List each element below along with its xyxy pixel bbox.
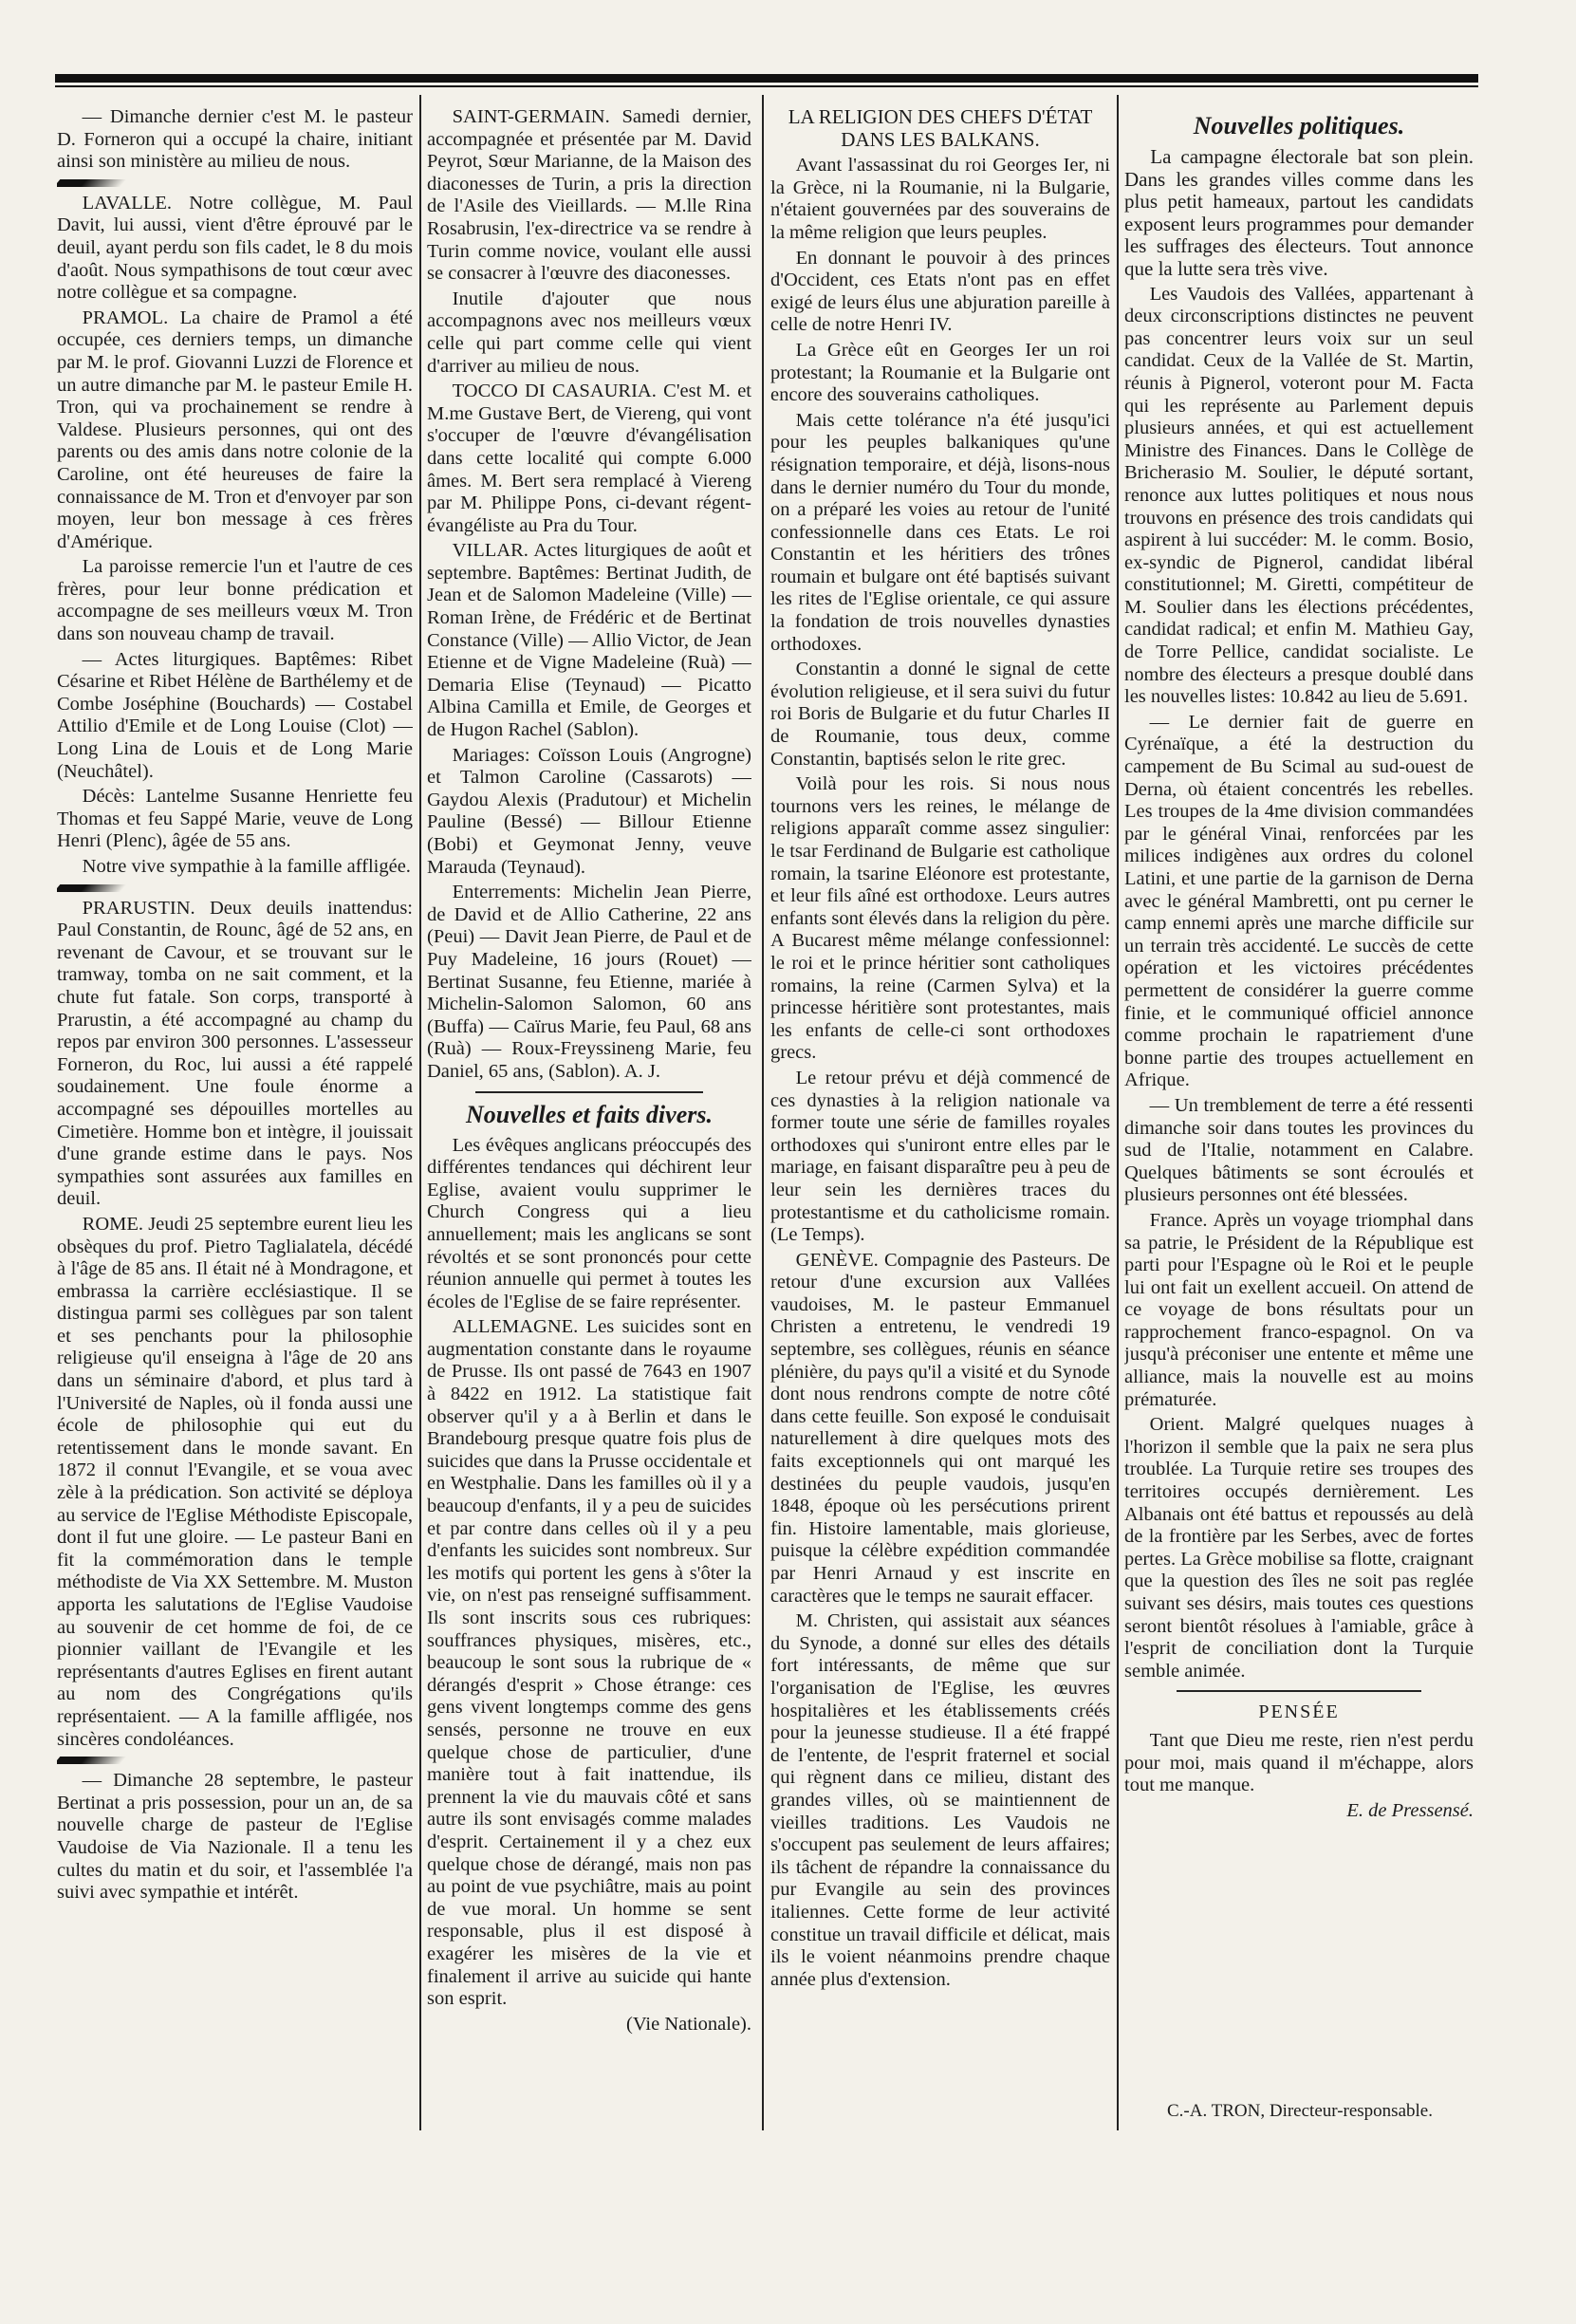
paragraph: PRAMOL. La chaire de Pramol a été occupée, ces derniers temps, un dimanche par M. le prof. Giovanni Luzzi de Florence et un autre dimanche par M. le pasteur Emile H. Tron, qui va prochainement se rendre à Valdese. Plusieurs personnes, qui ont des parents ou des amis dans notre colonie de la Caroline, ont été heureuses de faire la connaissance de M. Tron et d'envoyer par son moyen, leur bon message à ces frères d'Amérique.: [57, 307, 413, 552]
paragraph: Mais cette tolérance n'a été jusqu'ici pour les peuples balkaniques qu'une résignation temporaire, et déjà, lisons-nous dans le dernier numéro du Tour du monde, on a préparé les voies au retour de l'unité confessionnelle dans ces Etats. Le roi Constantin et les héritiers des trônes roumain et bulgare ont été baptisés suivant les rites de l'Eglise orientale, ce qui assure la fondation de trois nouvelles dynasties orthodoxes.: [770, 409, 1110, 655]
separator-swash: [57, 179, 126, 187]
column-1: [57, 106, 413, 2118]
paragraph: Décès: Lantelme Susanne Henriette feu Thomas et feu Sappé Marie, veuve de Long Henri (Plenc), âgée de 55 ans.: [57, 786, 413, 852]
signature: C.-A. TRON, Directeur-responsable.: [1167, 2101, 1433, 2121]
paragraph: TOCCO DI CASAURIA. C'est M. et M.me Gustave Bert, de Viereng, qui vont s'occuper de l'œuvre d'évangélisation dans cette localité qui compte 6.000 âmes. M. Bert sera remplacé à Viereng par M. Philippe Pons, ci-devant régent-évangéliste au Pra du Tour.: [427, 381, 751, 536]
column-3: [770, 106, 1110, 2118]
paragraph: M. Christen, qui assistait aux séances du Synode, a donné sur elles des détails fort intéressants, de même que sur l'organisation de l'Eglise, les œuvres hospitalières et les établissements créés pour la jeunesse studieuse. Il a été frappé de l'entente, de l'esprit fraternel et social qui règnent dans ce milieu, distant des grandes villes, où se maintiennent de vieilles traditions. Les Vaudois ne s'occupent pas seulement de leurs affaires; ils tâchent de répandre la connaissance du pur Evangile au sein des provinces italiennes. Cette forme de leur activité constitue un travail difficile et délicat, mais ils le voient néanmoins prendre chaque année plus d'extension.: [770, 1610, 1110, 1990]
pensee-author: E. de Pressensé.: [1346, 1799, 1474, 1821]
separator-swash: [57, 1757, 126, 1764]
paragraph: La paroisse remercie l'un et l'autre de ces frères, pour leur bonne prédication et accompagne de ses meilleurs vœux M. Tron dans son nouveau champ de travail.: [57, 556, 413, 645]
paragraph: La campagne électorale bat son plein. Dans les grandes villes comme dans les plus petit hameaux, partout les candidats exposent leurs programmes pour demander les suffrages des électeurs. Tout annonce que la lutte sera très vive.: [1124, 145, 1474, 280]
paragraph: VILLAR. Actes liturgiques de août et septembre. Baptêmes: Bertinat Judith, de Jean et de Salomon Madeleine (Ville) — Roman Irène, de Frédéric et de Bertinat Constance (Ville) — Allio Victor, de Jean Etienne et de Vigne Madeleine (Ruà) — Demaria Elise (Teynaud) — Picatto Albina Camilla et Emile, de Georges et de Hugon Rachel (Sablon).: [427, 540, 751, 741]
column-2: [427, 106, 751, 2118]
paragraph: La Grèce eût en Georges Ier un roi protestant; la Roumanie et la Bulgarie ont encore des souverains catholiques.: [770, 339, 1110, 406]
paragraph: Les évêques anglicans préoccupés des différentes tendances qui déchirent leur Eglise, avaient voulu supprimer le Church Congress qui a lieu annuellement; mais les anglicans se sont révoltés et se sont prononcés pour cette réunion annuelle qui permet à toutes les écoles de l'Eglise de se faire représenter.: [427, 1134, 751, 1312]
section-heading: Nouvelles et faits divers.: [466, 1100, 713, 1128]
source-credit: (Vie Nationale).: [626, 2013, 751, 2035]
paragraph: — Le dernier fait de guerre en Cyrénaïque, a été la destruction du campement de Bu Scimal au sud-ouest de Derna, où étaient concentrés les rebelles. Les troupes de la 4me division commandées par le général Vinai, renforcées par les milices indigènes aux ordres du colonel Latini, et une partie de la garnison de Derna avec le général Mambretti, ont pu cerner le camp ennemi après une marche difficile sur un terrain très accidenté. Le succès de cette opération et les victoires précédentes permettent de considérer la guerre comme finie, et le communiqué officiel annonce comme prochain le rapatriement d'une bonne partie des troupes actuellement en Afrique.: [1124, 711, 1474, 1091]
article-heading: LA RELIGION DES CHEFS D'ÉTAT DANS LES BALKANS.: [788, 106, 1093, 151]
paragraph: PRARUSTIN. Deux deuils inattendus: Paul Constantin, de Rounc, âgé de 52 ans, en revenant de Cavour, et se trouvant sur le tramway, tomba on ne sait comment, et la chute fut fatale. Son corps, transporté à Prarustin, a été accompagné au champ du repos par environ 300 personnes. L'assesseur Forneron, du Roc, lui aussi a été rappelé soudainement. Une foule énorme a accompagné ses dépouilles mortelles au Cimetière. Homme bon et intègre, il jouissait d'une grande estime dans le pays. Nos sympathies sont assurées aux familles en deuil.: [57, 897, 413, 1210]
section-divider: [475, 1091, 702, 1093]
paragraph: Constantin a donné le signal de cette évolution religieuse, et il sera suivi du futur roi Boris de Bulgarie et du futur Charles II de Roumanie, tous deux, comme Constantin, baptisés selon le rite grec.: [770, 659, 1110, 770]
top-rule: [55, 74, 1478, 83]
paragraph: France. Après un voyage triomphal dans sa patrie, le Président de la République est parti pour l'Espagne où le Roi et le peuple lui ont fait un exellent accueil. On attend de ce voyage de bons résultats pour un rapprochement franco-espagnol. On va jusqu'à préconiser une entente et même une alliance, mais la nouvelle est au moins prématurée.: [1124, 1209, 1474, 1410]
paragraph: LAVALLE. Notre collègue, M. Paul Davit, lui aussi, vient d'être éprouvé par le deuil, ayant perdu son fils cadet, le 8 du mois d'août. Nous sympathisons de tout cœur avec notre collègue et sa compagne.: [57, 192, 413, 304]
paragraph: Voilà pour les rois. Si nous nous tournons vers les reines, le mélange de religions apparaît comme assez singulier: le tsar Ferdinand de Bulgarie est catholique romain, la tsarine Eléonore est protestante, et leur fils aîné est orthodoxe. Leurs autres enfants sont élevés dans la religion du père. A Bucarest même mélange confessionnel: le roi et le prince héritier sont catholiques romains, la reine (Carmen Sylva) et la princesse héritière sont protestantes, mais les enfants de celle-ci sont orthodoxes grecs.: [770, 773, 1110, 1064]
top-rule-thin: [55, 85, 1478, 87]
pensee-title: PENSÉE: [1258, 1701, 1340, 1723]
paragraph: — Dimanche 28 septembre, le pasteur Bertinat a pris possession, pour un an, de sa nouvelle charge de pasteur de l'Eglise Vaudoise de Via Nazionale. Il a tenu les cultes du matin et du soir, et l'assemblée l'a suivi avec sympathie et intérêt.: [57, 1770, 413, 1904]
separator-swash: [57, 884, 126, 892]
section-heading: Nouvelles politiques.: [1193, 112, 1405, 139]
column-rule: [419, 95, 421, 2130]
paragraph: Avant l'assassinat du roi Georges Ier, ni la Grèce, ni la Roumanie, ni la Bulgarie, n'étaient gouvernées par des souverains de la même religion que leurs peuples.: [770, 155, 1110, 243]
section-divider: [1177, 1690, 1421, 1692]
paragraph: Le retour prévu et déjà commencé de ces dynasties à la religion nationale va former toute une série de familles royales orthodoxes qui s'uniront entre elles par le mariage, en faisant disparaître peu à peu de leur sein les dernières traces du protestantisme et du catholicisme romain. (Le Temps).: [770, 1067, 1110, 1246]
column-rule: [1117, 95, 1119, 2130]
paragraph: En donnant le pouvoir à des princes d'Occident, ces Etats n'ont pas en effet exigé de leurs élus une abjuration pareille à celle de notre Henri IV.: [770, 247, 1110, 336]
paragraph: Mariages: Coïsson Louis (Angrogne) et Talmon Caroline (Cassarots) — Gaydou Alexis (Pradutour) et Michelin Pauline (Bessé) — Billour Etienne (Bobi) et Geymonat Jenny, veuve Marauda (Teynaud).: [427, 744, 751, 878]
paragraph: GENÈVE. Compagnie des Pasteurs. De retour d'une excursion aux Vallées vaudoises, M. le pasteur Emmanuel Christen a entretenu, le vendredi 19 septembre, ses collègues, réunis en séance plénière, du pays qu'il a visité et du Synode dont nous rendrons compte de notre côté dans cette feuille. Son exposé le conduisait naturellement à dire quelques mots des faits exceptionnels qui ont marqué les destinées du peuple vaudois, jusqu'en 1848, époque où les persécutions prirent fin. Histoire lamentable, mais glorieuse, puisque la célèbre expédition commandée par Henri Arnaud y est inscrite en caractères que le temps ne saurait effacer.: [770, 1249, 1110, 1607]
paragraph: ALLEMAGNE. Les suicides sont en augmentation constante dans le royaume de Prusse. Ils ont passé de 7643 en 1907 à 8422 en 1912. La statistique fait observer qu'il y a à Berlin et dans le Brandebourg presque quatre fois plus de suicides que dans la Prusse occidentale et en Westphalie. Dans les familles où il y a beaucoup d'enfants, il y a peu de suicides et par contre dans celles où il y a peu d'enfants les suicides sont nombreux. Sur les motifs qui portent les gens à s'ôter la vie, on n'est pas renseigné suffisamment. Ils sont inscrits sous ces rubriques: souffrances physiques, misères, etc., beaucoup le sont sous la rubrique de « dérangés d'esprit » Chose étrange: ces gens vivent longtemps comme des gens sensés, personne ne trouve en eux quelque chose de particulier, d'une manière tout à fait inattendue, ils prennent la vie du mauvais côté et sans autre ils sont envisagés comme malades d'esprit. Certainement il y a chez eux quelque chose de dérangé, mais non pas au point de vue psychiâtre, mais au point de vue moral. Un homme se sent responsable, plus il est disposé à exagérer les misères de la vie et finalement il arrive au suicide qui hante son esprit.: [427, 1316, 751, 2010]
pensee-text: Tant que Dieu me reste, rien n'est perdu pour moi, mais quand il m'échappe, alors tout me manque.: [1124, 1729, 1474, 1796]
paragraph: — Actes liturgiques. Baptêmes: Ribet Césarine et Ribet Hélène de Barthélemy et de Combe Joséphine (Bouchards) — Costabel Attilio d'Emile et de Long Louise (Clot) — Long Lina de Louis et de Long Marie (Neuchâtel).: [57, 648, 413, 782]
paragraph: Les Vaudois des Vallées, appartenant à deux circonscriptions distinctes ne peuvent pas concentrer leurs voix sur un seul candidat. Ceux de la Vallée de St. Martin, réunis à Pignerol, voteront pour M. Facta qui les représente au Parlement depuis plusieurs années, et qui est actuellement Ministre des Finances. Dans le Collège de Bricherasio M. Soulier, le député sortant, renonce aux luttes politiques et nous nous trouvons en présence des trois candidats qui aspirent à lui succéder: M. le comm. Bosio, ex-syndic de Pignerol, candidat libéral constitutionnel; M. Giretti, compétiteur de M. Soulier dans les élections précédentes, candidat radical; et enfin M. Mathieu Gay, de Torre Pellice, candidat socialiste. Le nombre des électeurs a presque doublé dans les nouvelles listes: 10.842 au lieu de 5.691.: [1124, 283, 1474, 708]
paragraph: Notre vive sympathie à la famille affligée.: [82, 856, 411, 877]
paragraph: — Un tremblement de terre a été ressenti dimanche soir dans toutes les provinces du sud de l'Italie, notamment en Calabre. Quelques bâtiments se sont écroulés et plusieurs personnes ont été blessées.: [1124, 1094, 1474, 1206]
paragraph: ROME. Jeudi 25 septembre eurent lieu les obsèques du prof. Pietro Taglialatela, décédé à l'âge de 85 ans. Il était né à Mondragone, et embrassa la carrière ecclésiastique. Il se distingua parmi ses collègues par son talent et ses penchants pour la philosophie religieuse qu'il enseigna à l'âge de 20 ans dans un séminaire d'abord, et plus tard à l'Université de Naples, où il fonda aussi une école de philosophie qui eut du retentissement dans le monde savant. En 1872 il connut l'Evangile, et se voua avec zèle à la prédication. Son activité se déploya au service de l'Eglise Méthodiste Episcopale, dont il fut une gloire. — Le pasteur Bani en fit la commémoration dans le temple méthodiste de Via XX Settembre. M. Muston apporta les salutations de l'Eglise Vaudoise au souvenir de cet homme de foi, de ce pionnier vaillant de l'Evangile et les représentants d'autres Eglises en firent autant au nom des Congrégations qu'ils représentaient. — A la famille affligée, nos sincères condoléances.: [57, 1213, 413, 1750]
paragraph: — Dimanche dernier c'est M. le pasteur D. Forneron qui a occupé la chaire, initiant ainsi son ministère au milieu de nous.: [57, 106, 413, 173]
column-4: [1124, 106, 1474, 2118]
column-rule: [762, 95, 764, 2130]
paragraph: Orient. Malgré quelques nuages à l'horizon il semble que la paix ne sera plus troublée. La Turquie retire ses troupes des territoires occupés dernièrement. Les Albanais ont été battus et repoussés au delà de la frontière par les Serbes, avec de fortes pertes. La Grèce mobilise sa flotte, craignant que la question des îles ne soit pas reglée suivant ses désirs, mais toutes ces questions seront bientôt résolues à l'amiable, grâce à l'esprit de conciliation dont la Turquie semble animée.: [1124, 1414, 1474, 1682]
paragraph: Enterrements: Michelin Jean Pierre, de David et de Allio Catherine, 22 ans (Peui) — Davit Jean Pierre, de Paul et de Puy Madeleine, 16 jours (Rouet) — Bertinat Susanne, feu Etienne, mariée à Michelin-Salomon Salomon, 60 ans (Buffa) — Caïrus Marie, feu Paul, 68 ans (Ruà) — Roux-Freyssineng Marie, feu Daniel, 65 ans, (Sablon). A. J.: [427, 882, 751, 1082]
paragraph: SAINT-GERMAIN. Samedi dernier, accompagnée et présentée par M. David Peyrot, Sœur Marianne, de la Maison des diaconesses de Turin, a pris la direction de l'Asile des Vieillards. — M.lle Rina Rosabrusin, l'ex-directrice va se rendre à Turin comme novice, voulant elle aussi se consacrer à l'œuvre des diaconesses.: [427, 106, 751, 285]
paragraph: Inutile d'ajouter que nous accompagnons avec nos meilleurs vœux celle qui part comme celle qui vient d'arriver au milieu de nous.: [427, 288, 751, 377]
